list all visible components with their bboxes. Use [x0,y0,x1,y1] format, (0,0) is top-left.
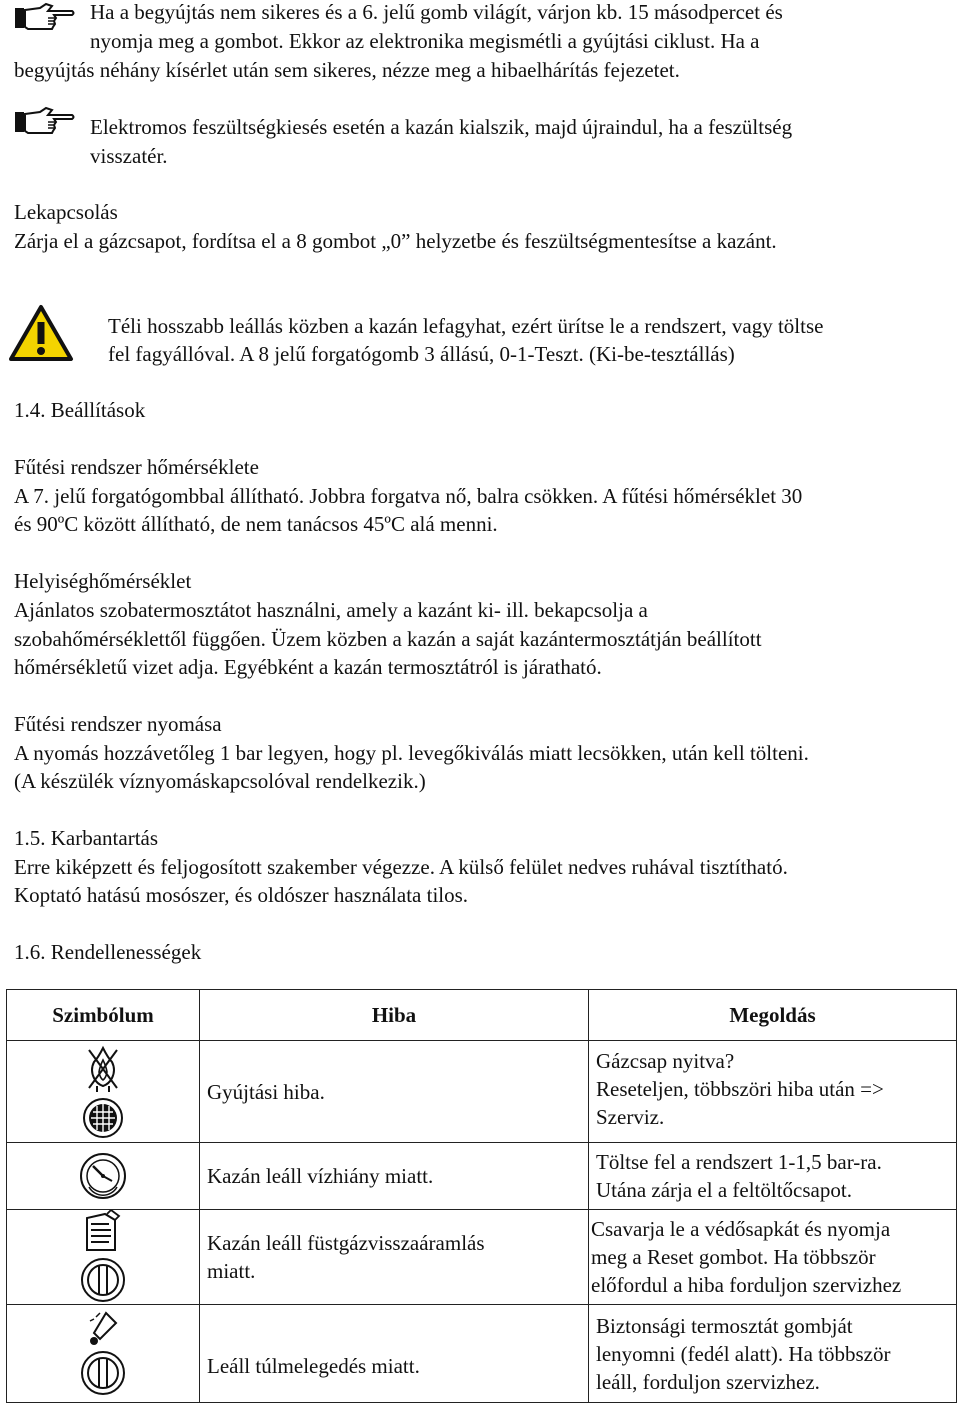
thermometer-spark-icon [88,1311,118,1347]
note-2-line-1: Elektromos feszültségkiesés esetén a kazán kialszik, majd újraindul, ha a feszültség [90,115,793,139]
section-1-5-title: 1.5. Karbantartás [14,826,159,850]
crossed-flame-icon [81,1044,125,1094]
pressure-gauge-icon [78,1151,128,1201]
solution-line: Biztonsági termosztát gombját [596,1313,853,1338]
fault-cell [200,1041,589,1143]
solution-line: meg a Reset gombot. Ha többször [591,1245,876,1269]
room-temp-line-2: szobahőmérséklettől függően. Üzem közben a kazán a saját kazántermosztátján beállított [14,627,762,651]
solution-line: Reseteljen, többszöri hiba után => [596,1077,884,1101]
note-1-line-3: begyújtás néhány kísérlet után sem sikeres, nézze meg a hibaelhárítás fejezetet. [14,58,680,82]
fault-text: miatt. [207,1259,256,1283]
room-temp-line-1: Ajánlatos szobatermosztátot használni, amely a kazánt ki- ill. bekapcsolja a [14,598,648,622]
warning-triangle-icon [8,304,74,362]
solution-cell [589,1143,957,1210]
section-1-4-title: 1.4. Beállítások [14,398,146,422]
symbol-cell [7,1041,200,1143]
table-row [7,1305,957,1403]
table-header-row [7,990,957,1041]
pressure-line-2: (A készülék víznyomáskapcsolóval rendelkezik.) [14,769,426,793]
maintenance-line-2: Koptató hatású mosószer, és oldószer használata tilos. [14,883,469,907]
header-fault: Hiba [200,990,589,1041]
heating-temp-line-2: és 90ºC között állítható, de nem tanácsos 45ºC alá menni. [14,512,498,536]
table-row [7,1041,957,1143]
section-1-6-title: 1.6. Rendellenességek [14,940,202,964]
solution-line: Gázcsap nyitva? [596,1049,735,1073]
solution-line: előfordul a hiba forduljon szervizhez [591,1273,902,1297]
heating-temp-line-1: A 7. jelű forgatógombbal állítható. Jobbra forgatva nő, balra csökken. A fűtési hőmérséklet 30 [14,484,803,508]
header-symbol: Szimbólum [7,990,200,1041]
fault-text: Kazán leáll vízhiány miatt. [207,1164,434,1188]
grid-circle-icon [81,1096,125,1140]
shutdown-text: Zárja el a gázcsapot, fordítsa el a 8 gombot „0” helyzetbe és feszültségmentesítse a kazánt. [14,229,777,253]
symbol-cell [7,1210,200,1305]
fault-cell [200,1210,589,1305]
room-temp-line-3: hőmérsékletű vizet adja. Egyébként a kazán termosztátról is járatható. [14,655,602,679]
maintenance-line-1: Erre kiképzett és feljogosított szakember végezze. A külső felület nedves ruhával tisztítható. [14,855,788,879]
room-temp-heading: Helyiséghőmérséklet [14,569,192,593]
flue-gas-icon [81,1210,125,1254]
warning-line-1: Téli hosszabb leállás közben a kazán lefagyhat, ezért ürítse le a rendszert, vagy töltse [108,314,824,338]
warning-line-2: fel fagyállóval. A 8 jelű forgatógomb 3 állású, 0-1-Teszt. (Ki-be-tesztállás) [108,342,735,366]
solution-line: Csavarja le a védősapkát és nyomja [591,1217,891,1241]
pressure-line-1: A nyomás hozzávetőleg 1 bar legyen, hogy pl. levegőkiválás miatt lecsökken, után kell tölteni. [14,741,809,765]
heating-temp-heading: Fűtési rendszer hőmérséklete [14,455,259,479]
solution-line: Töltse fel a rendszert 1-1,5 bar-ra. [596,1150,882,1174]
fault-table [6,989,957,1403]
symbol-cell [7,1305,200,1403]
solution-line: Utána zárja el a feltöltőcsapot. [596,1178,852,1202]
symbol-cell [7,1143,200,1210]
fault-cell [200,1143,589,1210]
table-row [7,1143,957,1210]
fault-cell [200,1305,589,1403]
pointing-hand-icon [14,106,76,136]
fault-text: Gyújtási hiba. [207,1079,325,1104]
fault-text: Leáll túlmelegedés miatt. [207,1354,420,1378]
reset-button-icon [79,1256,127,1304]
solution-cell [589,1041,957,1143]
pressure-heading: Fűtési rendszer nyomása [14,712,222,736]
table-row [7,1210,957,1305]
reset-button-icon [79,1349,127,1397]
header-solution: Megoldás [589,990,957,1041]
solution-cell [589,1305,957,1403]
shutdown-heading: Lekapcsolás [14,200,118,224]
note-2-line-2: visszatér. [90,144,168,168]
pointing-hand-icon [14,2,76,32]
solution-cell [589,1210,957,1305]
solution-line: lenyomni (fedél alatt). Ha többször [596,1341,891,1366]
note-1-line-2: nyomja meg a gombot. Ekkor az elektronika megismétli a gyújtási ciklust. Ha a [90,29,760,53]
fault-text: Kazán leáll füstgázvisszaáramlás [207,1231,485,1255]
note-1-line-1: Ha a begyújtás nem sikeres és a 6. jelű gomb világít, várjon kb. 15 másodpercet és [90,0,783,24]
solution-line: Szerviz. [596,1105,665,1129]
solution-line: leáll, forduljon szervizhez. [596,1369,820,1394]
